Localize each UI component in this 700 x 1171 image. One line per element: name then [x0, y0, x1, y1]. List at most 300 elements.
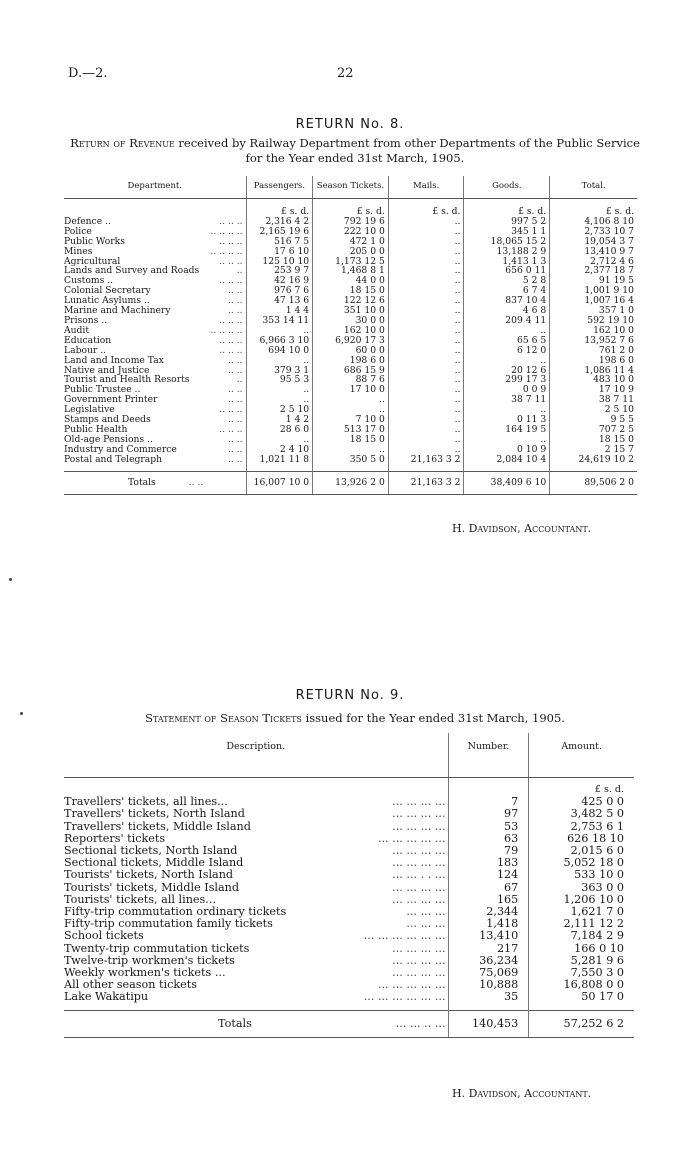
amount-value: 2,015 6 0: [529, 845, 634, 857]
return-9-signature: [452, 1087, 591, 1100]
total-season: 13,926 2 0: [313, 471, 389, 494]
goods-value: ..: [464, 356, 550, 366]
passengers-value: 379 3 1: [246, 366, 313, 376]
goods-value: 299 17 3: [464, 375, 550, 385]
season-value: 88 7 6: [313, 375, 389, 385]
units-label: £ s. d.: [388, 199, 464, 217]
passengers-value: 1,021 11 8: [246, 455, 313, 465]
mails-value: ..: [388, 237, 464, 247]
department-name: Lands and Survey and Roads: [64, 265, 200, 277]
goods-value: 5 2 8: [464, 276, 550, 286]
leader-dots: .. ..: [227, 295, 243, 307]
leader-dots: ... ... . . ...: [392, 868, 446, 882]
number-value: 79: [448, 845, 529, 857]
total-value: 2,712 4 6: [550, 257, 637, 267]
total-number: 140,453: [448, 1010, 529, 1037]
column-header: Goods.: [464, 176, 550, 199]
passengers-value: 1 4 4: [246, 306, 313, 316]
ticket-description: Tourists' tickets, all lines...: [64, 892, 216, 906]
department-name: Tourist and Health Resorts: [64, 374, 190, 386]
department-name: Public Trustee ..: [64, 384, 141, 396]
department-name: Mines: [64, 245, 93, 257]
units-row: [64, 778, 634, 797]
season-table-body: [64, 778, 634, 1011]
return-9-subtitle-lead: Statement of Season Tickets: [145, 711, 302, 725]
total-value: 357 1 0: [550, 306, 637, 316]
department-name: Colonial Secretary: [64, 285, 151, 297]
leader-dots: .. ..: [227, 414, 243, 426]
passengers-value: 125 10 10: [246, 257, 313, 267]
mails-value: ..: [388, 425, 464, 435]
amount-value: 1,621 7 0: [529, 906, 634, 918]
number-value: 7: [448, 796, 529, 808]
units-label: £ s. d.: [529, 778, 634, 797]
passengers-value: 2,316 4 2: [246, 217, 313, 227]
passengers-value: 1 4 2: [246, 415, 313, 425]
number-value: 53: [448, 821, 529, 833]
leader-dots: .. .. .. ..: [210, 225, 243, 237]
column-header: Passengers.: [246, 176, 313, 199]
mails-value: ..: [388, 316, 464, 326]
season-value: 205 0 0: [313, 247, 389, 257]
totals-label-cell: [64, 471, 246, 494]
amount-value: 1,206 10 0: [529, 894, 634, 906]
total-value: 1,086 11 4: [550, 366, 637, 376]
leader-dots: ... ... ... ...: [392, 856, 446, 870]
column-header: Department.: [64, 176, 246, 199]
table-row: [64, 306, 637, 316]
column-header: Season Tickets.: [313, 176, 389, 199]
goods-value: ..: [464, 435, 550, 445]
department-name: Marine and Machinery: [64, 305, 171, 317]
season-value: 686 15 9: [313, 366, 389, 376]
mails-value: 21,163 3 2: [388, 455, 464, 465]
passengers-value: 516 7 5: [246, 237, 313, 247]
number-value: 165: [448, 894, 529, 906]
amount-value: 7,550 3 0: [529, 967, 634, 979]
mails-value: ..: [388, 247, 464, 257]
ticket-description: Lake Wakatipu: [64, 990, 149, 1004]
total-amount: 57,252 6 2: [529, 1010, 634, 1037]
column-header: Amount.: [529, 733, 634, 778]
passengers-value: ..: [246, 385, 313, 395]
total-value: 91 19 5: [550, 276, 637, 286]
goods-value: 0 0 9: [464, 385, 550, 395]
amount-value: 2,753 6 1: [529, 821, 634, 833]
mails-value: ..: [388, 286, 464, 296]
leader-dots: .. ..: [227, 354, 243, 366]
season-value: 7 10 0: [313, 415, 389, 425]
table-row: [64, 979, 634, 991]
units-label: £ s. d.: [313, 199, 389, 217]
total-value: 13,410 9 7: [550, 247, 637, 257]
leader-dots: .. .. .. ..: [210, 245, 243, 257]
ticket-description: Reporters' tickets: [64, 831, 166, 845]
signature-text: H. Davidson, Accountant.: [452, 1087, 592, 1100]
total-value: 18 15 0: [550, 435, 637, 445]
column-header: Description.: [64, 733, 448, 778]
ticket-description: Weekly workmen's tickets ...: [64, 966, 226, 980]
return-8-subtitle-rest: received by Railway Department from other Departments of the Public Service for the Year ended 31st March, 1905.: [174, 136, 640, 165]
mails-value: ..: [388, 306, 464, 316]
leader-dots: .. ..: [227, 443, 243, 455]
leader-dots: ... ... ... ... ... ...: [363, 990, 446, 1004]
department-name: Public Health: [64, 423, 128, 435]
table-row: [64, 918, 634, 930]
season-value: ..: [313, 405, 389, 415]
leader-dots: .. .. ..: [219, 215, 243, 227]
mails-value: ..: [388, 385, 464, 395]
return-8-signature: [452, 522, 591, 535]
number-value: 75,069: [448, 967, 529, 979]
amount-value: 16,808 0 0: [529, 979, 634, 991]
table-row: [64, 395, 637, 405]
revenue-table: [64, 176, 637, 495]
department-name: Defence ..: [64, 215, 111, 227]
department-name: Legislative: [64, 404, 115, 416]
passengers-value: 47 13 6: [246, 296, 313, 306]
leader-dots: ... ... ... ...: [392, 953, 446, 967]
leader-dots: ..: [236, 265, 243, 277]
leader-dots: ... ... ...: [406, 905, 446, 919]
goods-value: 0 11 3: [464, 415, 550, 425]
leader-dots: .. .. ..: [219, 404, 243, 416]
totals-leader-dots: .. ..: [188, 476, 204, 488]
department-name: Agricultural: [64, 255, 121, 267]
mails-value: ..: [388, 356, 464, 366]
season-value: 18 15 0: [313, 435, 389, 445]
goods-value: 20 12 6: [464, 366, 550, 376]
mails-value: ..: [388, 366, 464, 376]
goods-value: 656 0 11: [464, 266, 550, 276]
passengers-value: 694 10 0: [246, 346, 313, 356]
passengers-value: ..: [246, 326, 313, 336]
table-row: [64, 455, 637, 465]
column-header: Mails.: [388, 176, 464, 199]
goods-value: 1,413 1 3: [464, 257, 550, 267]
season-value: 17 10 0: [313, 385, 389, 395]
department-name: Labour ..: [64, 344, 107, 356]
return-8-title: RETURN No. 8.: [295, 117, 405, 132]
passengers-value: 17 6 10: [246, 247, 313, 257]
mails-value: ..: [388, 395, 464, 405]
total-value: 761 2 0: [550, 346, 637, 356]
amount-value: 3,482 5 0: [529, 808, 634, 820]
goods-value: ..: [464, 326, 550, 336]
season-value: 222 10 0: [313, 227, 389, 237]
total-goods: 38,409 6 10: [464, 471, 550, 494]
department-name: Public Works: [64, 235, 125, 247]
leader-dots: ... ... ...: [406, 917, 446, 931]
leader-dots: .. ..: [227, 453, 243, 465]
mails-value: ..: [388, 296, 464, 306]
season-value: 30 0 0: [313, 316, 389, 326]
leader-dots: ... ... ... ...: [392, 795, 446, 809]
ticket-description: Sectional tickets, Middle Island: [64, 856, 244, 870]
season-value: 198 6 0: [313, 356, 389, 366]
passengers-value: 2 4 10: [246, 445, 313, 455]
ticket-description: All other season tickets: [64, 978, 197, 992]
department-name: Industry and Commerce: [64, 443, 177, 455]
goods-value: ..: [464, 405, 550, 415]
amount-value: 425 0 0: [529, 796, 634, 808]
ticket-description: Twelve-trip workmen's tickets: [64, 953, 235, 967]
goods-value: 164 19 5: [464, 425, 550, 435]
goods-value: 6 12 0: [464, 346, 550, 356]
totals-row: [64, 471, 637, 494]
document-code: D.—2.: [68, 66, 108, 81]
amount-value: 50 17 0: [529, 991, 634, 1003]
total-value: 17 10 9: [550, 385, 637, 395]
leader-dots: ... ... ... ...: [392, 880, 446, 894]
total-value: 2 15 7: [550, 445, 637, 455]
amount-value: 166 0 10: [529, 943, 634, 955]
leader-dots: ... ... ... ... ...: [377, 831, 446, 845]
mails-value: ..: [388, 336, 464, 346]
department-name: Government Printer: [64, 394, 158, 406]
leader-dots: ... ... ... ...: [392, 941, 446, 955]
units-row: [64, 199, 637, 217]
return-9-subtitle-rest: issued for the Year ended 31st March, 1905.: [301, 711, 565, 725]
number-value: 35: [448, 991, 529, 1003]
mails-value: ..: [388, 375, 464, 385]
return-9-subtitle: [60, 711, 650, 726]
revenue-table-body: [64, 199, 637, 472]
number-value: 217: [448, 943, 529, 955]
total-value: 38 7 11: [550, 395, 637, 405]
units-label: £ s. d.: [464, 199, 550, 217]
department-name: Native and Justice: [64, 364, 150, 376]
page-number: 22: [337, 66, 354, 81]
leader-dots: ... ... ... ...: [392, 819, 446, 833]
ticket-description: Travellers' tickets, all lines...: [64, 795, 228, 809]
season-value: 162 10 0: [313, 326, 389, 336]
table-row: [64, 266, 637, 276]
table-row: [64, 336, 637, 346]
season-table-header: [64, 733, 634, 778]
totals-leader-dots: ... ... .. ...: [395, 1016, 446, 1030]
total-value: 162 10 0: [550, 326, 637, 336]
number-value: 67: [448, 882, 529, 894]
goods-value: 18,065 15 2: [464, 237, 550, 247]
number-value: 183: [448, 857, 529, 869]
goods-value: 4 6 8: [464, 306, 550, 316]
total-value: 19,054 3 7: [550, 237, 637, 247]
total-value: 483 10 0: [550, 375, 637, 385]
passengers-value: 353 14 11: [246, 316, 313, 326]
total-value: 592 19 10: [550, 316, 637, 326]
total-value: 1,007 16 4: [550, 296, 637, 306]
scan-mark: [9, 578, 12, 581]
return-8-subtitle: [60, 136, 650, 166]
ticket-description: Fifty-trip commutation family tickets: [64, 917, 273, 931]
department-name: Audit: [64, 324, 90, 336]
mails-value: ..: [388, 257, 464, 267]
goods-value: 345 1 1: [464, 227, 550, 237]
number-value: 97: [448, 808, 529, 820]
total-passengers: 16,007 10 0: [246, 471, 313, 494]
ticket-description: Travellers' tickets, North Island: [64, 807, 245, 821]
season-value: ..: [313, 395, 389, 405]
amount-value: 2,111 12 2: [529, 918, 634, 930]
leader-dots: ... ... ... ...: [392, 892, 446, 906]
total-value: 1,001 9 10: [550, 286, 637, 296]
leader-dots: .. ..: [227, 394, 243, 406]
season-value: 472 1 0: [313, 237, 389, 247]
department-name: Customs ..: [64, 275, 114, 287]
department-cell: [64, 455, 246, 465]
leader-dots: ... ... ... ... ... ...: [363, 929, 446, 943]
leader-dots: .. .. ..: [219, 334, 243, 346]
passengers-value: 28 6 0: [246, 425, 313, 435]
goods-value: 13,188 2 9: [464, 247, 550, 257]
total-value: 2 5 10: [550, 405, 637, 415]
mails-value: ..: [388, 435, 464, 445]
passengers-value: 976 7 6: [246, 286, 313, 296]
season-value: 60 0 0: [313, 346, 389, 356]
season-value: ..: [313, 445, 389, 455]
total-mails: 21,163 3 2: [388, 471, 464, 494]
goods-value: 997 5 2: [464, 217, 550, 227]
season-value: 350 5 0: [313, 455, 389, 465]
mails-value: ..: [388, 445, 464, 455]
department-name: Postal and Telegraph: [64, 453, 163, 465]
return-8-subtitle-lead: Return of Revenue: [70, 136, 175, 150]
department-name: Education: [64, 334, 112, 346]
leader-dots: .. .. ..: [219, 344, 243, 356]
revenue-table-header: [64, 176, 637, 199]
ticket-description: Sectional tickets, North Island: [64, 844, 238, 858]
ticket-description: School tickets: [64, 929, 144, 943]
totals-label: Totals: [218, 1016, 252, 1030]
leader-dots: .. .. ..: [219, 235, 243, 247]
amount-value: 626 18 10: [529, 833, 634, 845]
mails-value: ..: [388, 346, 464, 356]
mails-value: ..: [388, 415, 464, 425]
amount-value: 363 0 0: [529, 882, 634, 894]
total-value: 9 5 5: [550, 415, 637, 425]
season-value: 1,468 8 1: [313, 266, 389, 276]
ticket-description: Twenty-trip commutation tickets: [64, 941, 250, 955]
passengers-value: 2,165 19 6: [246, 227, 313, 237]
mails-value: ..: [388, 405, 464, 415]
goods-value: 2,084 10 4: [464, 455, 550, 465]
passengers-value: 2 5 10: [246, 405, 313, 415]
department-name: Police: [64, 225, 92, 237]
leader-dots: .. ..: [227, 285, 243, 297]
leader-dots: .. ..: [227, 364, 243, 376]
total-value: 2,377 18 7: [550, 266, 637, 276]
leader-dots: .. .. ..: [219, 255, 243, 267]
table-row: [64, 991, 634, 1003]
column-header: Total.: [550, 176, 637, 199]
season-value: 1,173 12 5: [313, 257, 389, 267]
column-header: Number.: [448, 733, 529, 778]
season-value: 792 19 6: [313, 217, 389, 227]
leader-dots: ... ... ... ...: [392, 966, 446, 980]
season-value: 513 17 0: [313, 425, 389, 435]
leader-dots: .. ..: [227, 305, 243, 317]
goods-value: 38 7 11: [464, 395, 550, 405]
leader-dots: .. .. .. ..: [210, 324, 243, 336]
amount-value: 5,281 9 6: [529, 955, 634, 967]
number-value: 13,410: [448, 930, 529, 942]
department-name: Land and Income Tax: [64, 354, 164, 366]
amount-value: 5,052 18 0: [529, 857, 634, 869]
number-value: 2,344: [448, 906, 529, 918]
passengers-value: 42 16 9: [246, 276, 313, 286]
goods-value: 0 10 9: [464, 445, 550, 455]
number-value: 63: [448, 833, 529, 845]
return-9-title: RETURN No. 9.: [295, 688, 405, 703]
leader-dots: .. .. ..: [219, 275, 243, 287]
total-value: 24,619 10 2: [550, 455, 637, 465]
department-name: Prisons ..: [64, 314, 108, 326]
season-value: 122 12 6: [313, 296, 389, 306]
total-value: 707 2 5: [550, 425, 637, 435]
department-name: Lunatic Asylums ..: [64, 295, 150, 307]
total-value: 13,952 7 6: [550, 336, 637, 346]
leader-dots: ... ... ... ...: [392, 807, 446, 821]
leader-dots: ... ... ... ... ...: [377, 978, 446, 992]
number-value: 124: [448, 869, 529, 881]
passengers-value: ..: [246, 356, 313, 366]
mails-value: ..: [388, 266, 464, 276]
ticket-description: Fifty-trip commutation ordinary tickets: [64, 905, 287, 919]
leader-dots: .. .. ..: [219, 423, 243, 435]
passengers-value: ..: [246, 395, 313, 405]
season-value: 18 15 0: [313, 286, 389, 296]
passengers-value: 6,966 3 10: [246, 336, 313, 346]
amount-value: 7,184 2 9: [529, 930, 634, 942]
goods-value: 209 4 11: [464, 316, 550, 326]
number-value: 10,888: [448, 979, 529, 991]
passengers-value: ..: [246, 435, 313, 445]
goods-value: 837 10 4: [464, 296, 550, 306]
total-value: 198 6 0: [550, 356, 637, 366]
grand-total: 89,506 2 0: [550, 471, 637, 494]
ticket-description: Tourists' tickets, North Island: [64, 868, 234, 882]
passengers-value: 253 9 7: [246, 266, 313, 276]
number-value: 1,418: [448, 918, 529, 930]
signature-text: H. Davidson, Accountant.: [452, 522, 592, 535]
mails-value: ..: [388, 326, 464, 336]
leader-dots: ..: [236, 374, 243, 386]
units-label: £ s. d.: [246, 199, 313, 217]
season-value: 44 0 0: [313, 276, 389, 286]
season-value: 351 10 0: [313, 306, 389, 316]
passengers-value: 95 5 3: [246, 375, 313, 385]
totals-row: [64, 1010, 634, 1037]
mails-value: ..: [388, 276, 464, 286]
leader-dots: .. ..: [227, 433, 243, 445]
units-label: £ s. d.: [550, 199, 637, 217]
season-tickets-table: [64, 733, 634, 1038]
leader-dots: .. .. ..: [219, 314, 243, 326]
mails-value: ..: [388, 217, 464, 227]
description-cell: [64, 991, 448, 1003]
department-name: Old-age Pensions ..: [64, 433, 153, 445]
totals-label-cell: [64, 1010, 448, 1037]
goods-value: 65 6 5: [464, 336, 550, 346]
total-value: 4,106 8 10: [550, 217, 637, 227]
department-name: Stamps and Deeds: [64, 414, 151, 426]
leader-dots: .. ..: [227, 384, 243, 396]
goods-value: 6 7 4: [464, 286, 550, 296]
amount-value: 533 10 0: [529, 869, 634, 881]
ticket-description: Tourists' tickets, Middle Island: [64, 880, 240, 894]
scan-mark: [20, 712, 23, 715]
